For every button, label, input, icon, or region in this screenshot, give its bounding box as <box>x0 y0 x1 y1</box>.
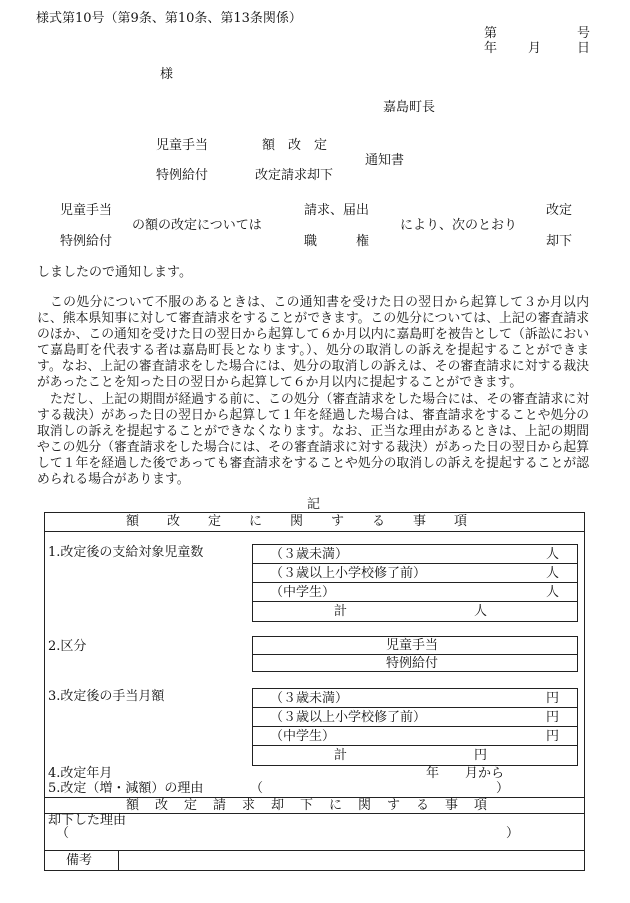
amount-row-label: （３歳以上小学校修了前） <box>270 710 427 725</box>
amount-total-label: 計 <box>334 748 348 763</box>
sender: 嘉島町長 <box>383 100 436 115</box>
revision-reason-label: 5.改定（増・減額）の理由 <box>48 781 204 796</box>
children-row-unit: 人 <box>546 547 560 562</box>
rejection-reason-close: ） <box>506 826 520 841</box>
children-row-label: （３歳未満） <box>270 547 349 562</box>
children-row-unit: 人 <box>546 585 560 600</box>
date-year: 年 <box>484 41 498 56</box>
date-day: 日 <box>577 41 591 56</box>
revision-reason-close: ） <box>496 781 510 796</box>
date-month: 月 <box>528 41 542 56</box>
section2-header <box>126 799 503 812</box>
amount-divider-1 <box>252 707 578 708</box>
title-action-revise: 額 改 定 <box>262 138 328 153</box>
children-total-label: 計 <box>334 604 348 619</box>
intro-middle: の額の改定については <box>132 218 262 233</box>
amount-row-label: （３歳未満） <box>270 691 349 706</box>
intro-item-special: 特例給付 <box>60 234 113 249</box>
amount-divider-3 <box>252 745 578 746</box>
intro-by: により、次のとおり <box>400 218 518 233</box>
amount-row-unit: 円 <box>546 710 560 725</box>
rejection-reason-open: （ <box>56 826 70 841</box>
children-row-label: （３歳以上小学校修了前） <box>270 566 427 581</box>
revision-reason-open: （ <box>250 781 264 796</box>
category-option: 児童手当 <box>386 638 439 653</box>
section1-header <box>126 515 495 528</box>
remarks-label: 備考 <box>66 853 93 868</box>
remarks-column-divider <box>118 850 119 871</box>
children-row-unit: 人 <box>546 566 560 581</box>
intro-reason-authority: 職 権 <box>304 234 370 249</box>
section1-header-text: 額改定に関する事項 <box>126 514 496 529</box>
children-label: 1.改定後の支給対象児童数 <box>48 545 204 560</box>
intro-closing: しましたので通知します。 <box>37 265 192 280</box>
addressee-suffix: 様 <box>160 67 174 82</box>
amount-total-unit: 円 <box>474 748 488 763</box>
amount-row-unit: 円 <box>546 691 560 706</box>
children-total-unit: 人 <box>474 604 488 619</box>
category-label: 2.区分 <box>48 639 87 654</box>
amount-row-label: （中学生） <box>270 729 336 744</box>
amount-row-unit: 円 <box>546 729 560 744</box>
form-number: 様式第10号（第9条、第10条、第13条関係） <box>36 11 302 26</box>
children-divider-1 <box>252 563 578 564</box>
rejection-reason-label: 却下した理由 <box>48 813 127 828</box>
amount-label: 3.改定後の手当月額 <box>48 689 165 704</box>
title-item-child: 児童手当 <box>156 138 209 153</box>
intro-item-child: 児童手当 <box>60 203 113 218</box>
doc-no-prefix: 第 <box>484 26 498 41</box>
children-row-label: （中学生） <box>270 585 336 600</box>
section2-header-text: 額改定請求却下に関する事項 <box>126 798 504 813</box>
category-option: 特例給付 <box>386 656 439 671</box>
remarks-divider <box>44 850 585 851</box>
section1-header-divider <box>44 531 585 532</box>
title-action-reject: 改定請求却下 <box>255 168 334 183</box>
category-divider <box>252 654 578 655</box>
amount-divider-2 <box>252 726 578 727</box>
revision-date-label: 4.改定年月 <box>48 766 113 781</box>
notice-paragraph-1: この処分について不服のあるときは、この通知書を受けた日の翌日から起算して３か月以内に、熊本県知事に対して審査請求をすることができます。この処分については、上記の審査請求のほか、この通知を受けた日の翌日から起算して６か月以内に嘉島町を被告として（訴訟において嘉島町を代表する者は嘉島町長となります。）、処分の取消しの訴えを提起することができます。なお、上記の審査請求をした場合には、処分の取消しの訴えは、その審査請求に対する裁決があったことを知った日の翌日から起算して６か月以内に提起することができます。 <box>37 295 589 390</box>
intro-result-reject: 却下 <box>546 234 573 249</box>
notice-paragraph-2: ただし、上記の期間が経過する前に、この処分（審査請求をした場合には、その審査請求に対する裁決）があった日の翌日から起算して１年を経過した場合は、審査請求をすることや処分の取消しの訴えを提起することができなくなります。なお、正当な理由があるときは、上記の期間やこの処分（審査請求をした場合には、その審査請求に対する裁決）があった日の翌日から起算して１年を経過した後であっても審査請求をすることや処分の取消しの訴えを提起することが認められる場合があります。 <box>37 392 589 487</box>
intro-result-revise: 改定 <box>546 203 573 218</box>
children-divider-2 <box>252 582 578 583</box>
intro-reason-request: 請求、届出 <box>304 203 370 218</box>
revision-date-value: 年 月から <box>426 766 505 781</box>
ki-label: 記 <box>307 497 321 512</box>
title-item-special: 特例給付 <box>156 168 209 183</box>
doc-no-suffix: 号 <box>577 26 591 41</box>
title-suffix: 通知書 <box>365 153 405 168</box>
children-divider-3 <box>252 601 578 602</box>
